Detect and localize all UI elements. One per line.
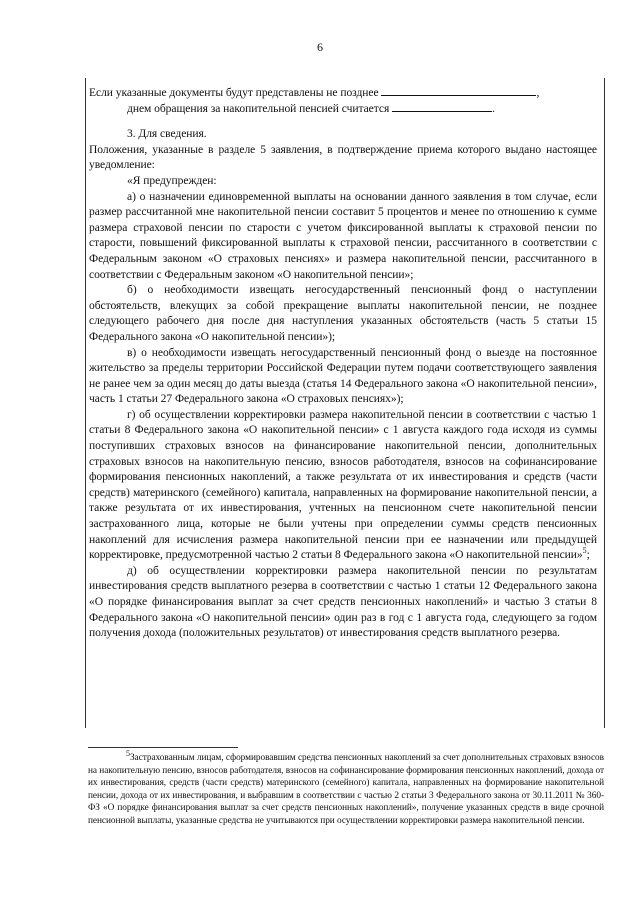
application-date-blank [392,110,492,112]
footnote-text: Застрахованным лицам, сформировавшим средства пенсионных накоплений за счет дополнительных страховых взносов на накопительную пенсию, взносов работодателя, взносов на софинансирование формирования пенсионных накоплений, дохода от их инвестирования, средств (части средств) материнского (семейного) капитала, направленных на формирование накопительной пенсии, дохода от их инвестирования, и выбравшим в соответствии с частью 2 статьи 3 Федерального закона от 30.11.2011 № 360-ФЗ «О порядке финансирования выплат за счет средств пенсионных накоплений», получение указанных средств в виде срочной пенсионной выплаты, указанные средства не учитываются при осуществлении корректировки размера накопительной пенсии. [88,753,604,826]
deadline-date-blank [381,94,536,96]
warning-opening: «Я предупрежден: [127,174,217,187]
spacer [89,117,597,127]
clause-d: д) об осуществлении корректировки размера накопительной пенсии по результатам инвестирования средств выплатного резерва в соответствии с частью 1 статьи 12 Федерального закона «О порядке финансирования выплат за счет средств пенсионных накоплений» и частью 3 статьи 8 Федерального закона «О накопительной пенсии» один раз в год с 1 августа года, следующего за годом получения дохода (положительных результатов) от инвестирования средств выплатного резерва. [89,564,597,640]
clause-g [89,408,597,564]
application-line-punct: . [492,102,495,115]
clause-v: в) о необходимости извещать негосударственный пенсионный фонд о выезде на постоянное жительство за пределы территории Российской Федерации путем подачи соответствующего заявления не ранее чем за один месяц до даты выезда (статья 14 Федерального закона «О накопительной пенсии», часть 1 статьи 27 Федерального закона «О страховых пенсиях»); [89,346,597,406]
application-date-text: днем обращения за накопительной пенсией считается [127,102,390,115]
deadline-line-punct: , [536,87,540,99]
section-3-heading: 3. Для сведения. [127,128,207,141]
clause-g-end: ; [586,549,590,562]
application-date-line [89,102,597,118]
footnote-reference-5[interactable]: 5 [582,546,587,556]
submission-deadline-line [89,86,597,102]
submission-deadline-text: Если указанные документы будут представлены не позднее [89,87,379,99]
footnote-5 [88,748,604,827]
section-3-lead: Положения, указанные в разделе 5 заявления, в подтверждение приема которого выдано настоящее уведомление: [89,143,597,172]
document-body [89,86,597,642]
clause-a: а) о назначении единовременной выплаты на основании данного заявления в том случае, если размер рассчитанной мне накопительной пенсии составит 5 процентов и менее по отношению к сумме размера страховой пенсии по старости с учетом фиксированной выплаты к страховой пенсии по старости, повышений фиксированной выплаты к страховой пенсии, рассчитанного в соответствии с Федеральным законом «О страховых пенсиях» и размера накопительной пенсии, рассчитанного в соответствии с Федеральным законом «О накопительной пенсии»; [89,190,597,281]
clause-g-text: г) об осуществлении корректировки размера накопительной пенсии в соответствии с частью 1 статьи 8 Федерального закона «О накопительной пенсии» с 1 августа каждого года исходя из суммы поступивших страховых взносов на финансирование накопительной пенсии, дополнительных страховых взносов на накопительную пенсию, взносов работодателя, взносов на софинансирование формирования пенсионных накоплений, а также результата от их инвестирования и средств (части средств) материнского (семейного) капитала, направленных на формирование накопительной пенсии, а также результата от их инвестирования, учтенных на пенсионном счете накопительной пенсии застрахованного лица, которые не были учтены при определении суммы средств пенсионных накоплений для исчисления размера накопительной пенсии при ее назначении или предыдущей корректировке, предусмотренной частью 2 статьи 8 Федерального закона «О накопительной пенсии» [89,408,597,562]
page-number: 6 [317,40,323,54]
clause-b: б) о необходимости извещать негосударственный пенсионный фонд о наступлении обстоятельств, влекущих за собой прекращение выплаты накопительной пенсии, не позднее следующего рабочего дня после дня наступления указанных обстоятельств (часть 5 статьи 15 Федерального закона «О накопительной пенсии»); [89,284,597,343]
footnote-divider [88,747,238,748]
footnote-mark: 5 [126,748,130,758]
footnote-paragraph [88,748,604,827]
